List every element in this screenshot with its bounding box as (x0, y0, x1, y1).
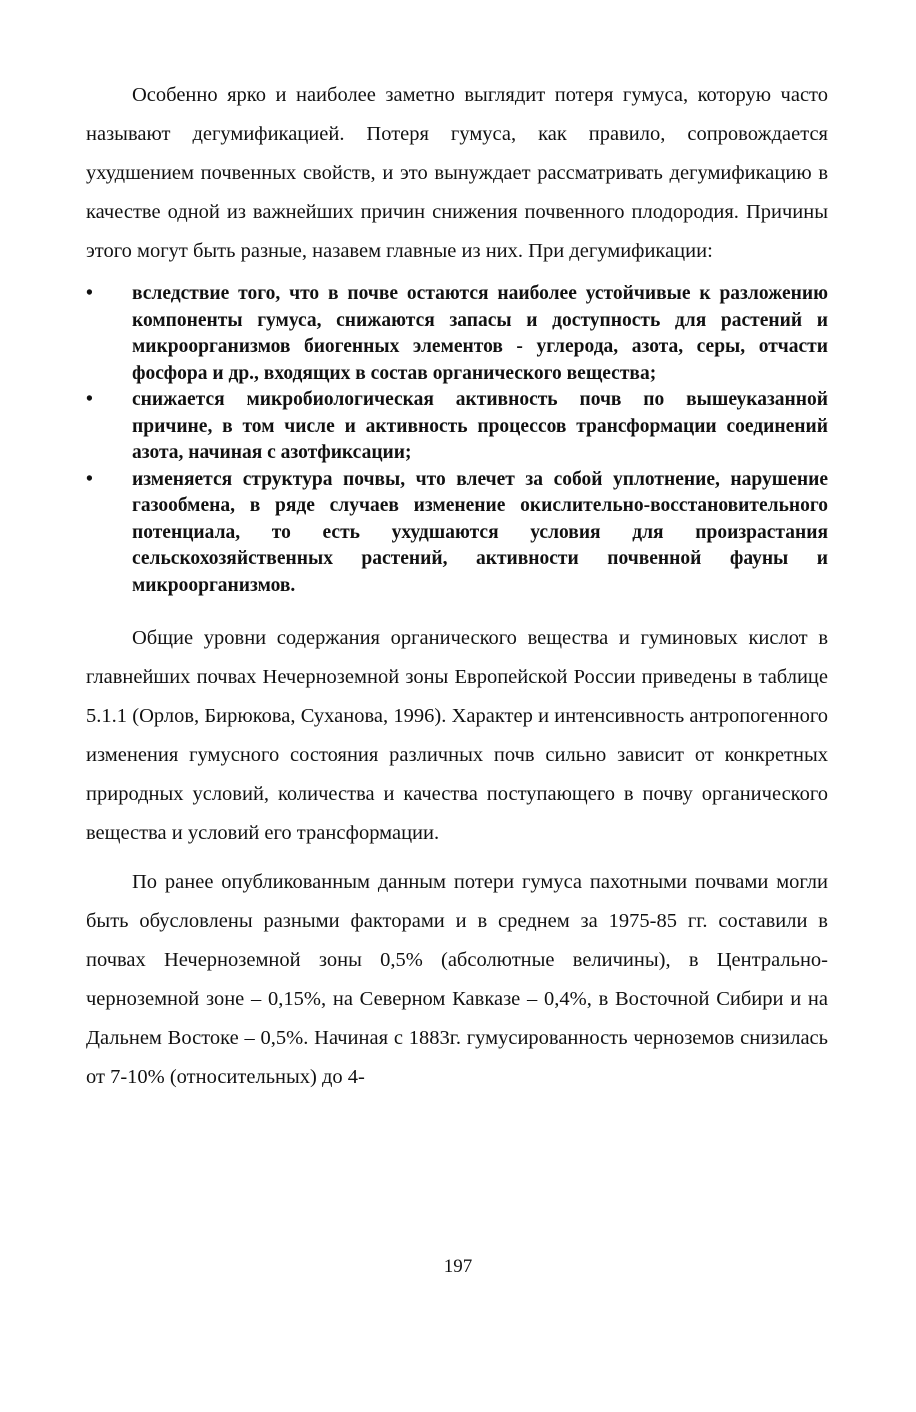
paragraph-humus-loss: Особенно ярко и наиболее заметно выглядит потеря гумуса, которую часто называют дегумификацией. Потеря гумуса, как правило, сопровождается ухудшением почвенных свойств, и это вынуждает рассматривать дегумификацию в качестве одной из важнейших причин снижения почвенного плодородия. Причины этого могут быть разные, назавем главные из них. При дегумификации: (86, 84, 828, 262)
bullet-icon: • (86, 389, 93, 410)
list-item (86, 281, 828, 387)
list-item (86, 387, 828, 467)
list-item-text: изменяется структура почвы, что влечет за собой уплотнение, нарушение газообмена, в ряде случаев изменение окислительно-восстановительного потенциала, то есть ухудшаются условия для произрастания сельскохозяйственных растений, активности почвенной фауны и микроорганизмов. (132, 468, 828, 596)
list-item-text: снижается микробиологическая активность почв по вышеуказанной причине, в том числе и активность процессов трансформации соединений азота, начиная с азотфиксации; (132, 389, 828, 463)
list-item-text: вследствие того, что в почве остаются наиболее устойчивые к разложению компоненты гумуса, снижаются запасы и доступность для растений и микроорганизмов биогенных элементов - углерода, азота, серы, отчасти фосфора и др., входящих в состав органического вещества; (132, 283, 828, 384)
paragraph-humus-loss-data: По ранее опубликованным данным потери гумуса пахотными почвами могли быть обусловлены разными факторами и в среднем за 1975-85 гг. составили в почвах Нечерноземной зоны 0,5% (абсолютные величины), в Центрально-черноземной зоне – 0,15%, на Северном Кавказе – 0,4%, в Восточной Сибири и на Дальнем Востоке – 0,5%. Начиная с 1883г. гумусированность черноземов снизилась от 7-10% (относительных) до 4- (86, 871, 828, 1088)
list-item (86, 467, 828, 600)
page-number: 197 (443, 1256, 473, 1277)
bullet-icon: • (86, 283, 93, 304)
bullet-icon: • (86, 468, 93, 490)
dehumification-effects-list (86, 281, 828, 599)
main-text (86, 76, 828, 1097)
paragraph-organic-matter-levels: Общие уровни содержания органического вещества и гуминовых кислот в главнейших почвах Нечерноземной зоны Европейской России приведены в таблице 5.1.1 (Орлов, Бирюкова, Суханова, 1996). Характер и интенсивность антропогенного изменения гумусного состояния различных почв сильно зависит от конкретных природных условий, количества и качества поступающего в почву органического вещества и условий его трансформации. (86, 627, 828, 844)
